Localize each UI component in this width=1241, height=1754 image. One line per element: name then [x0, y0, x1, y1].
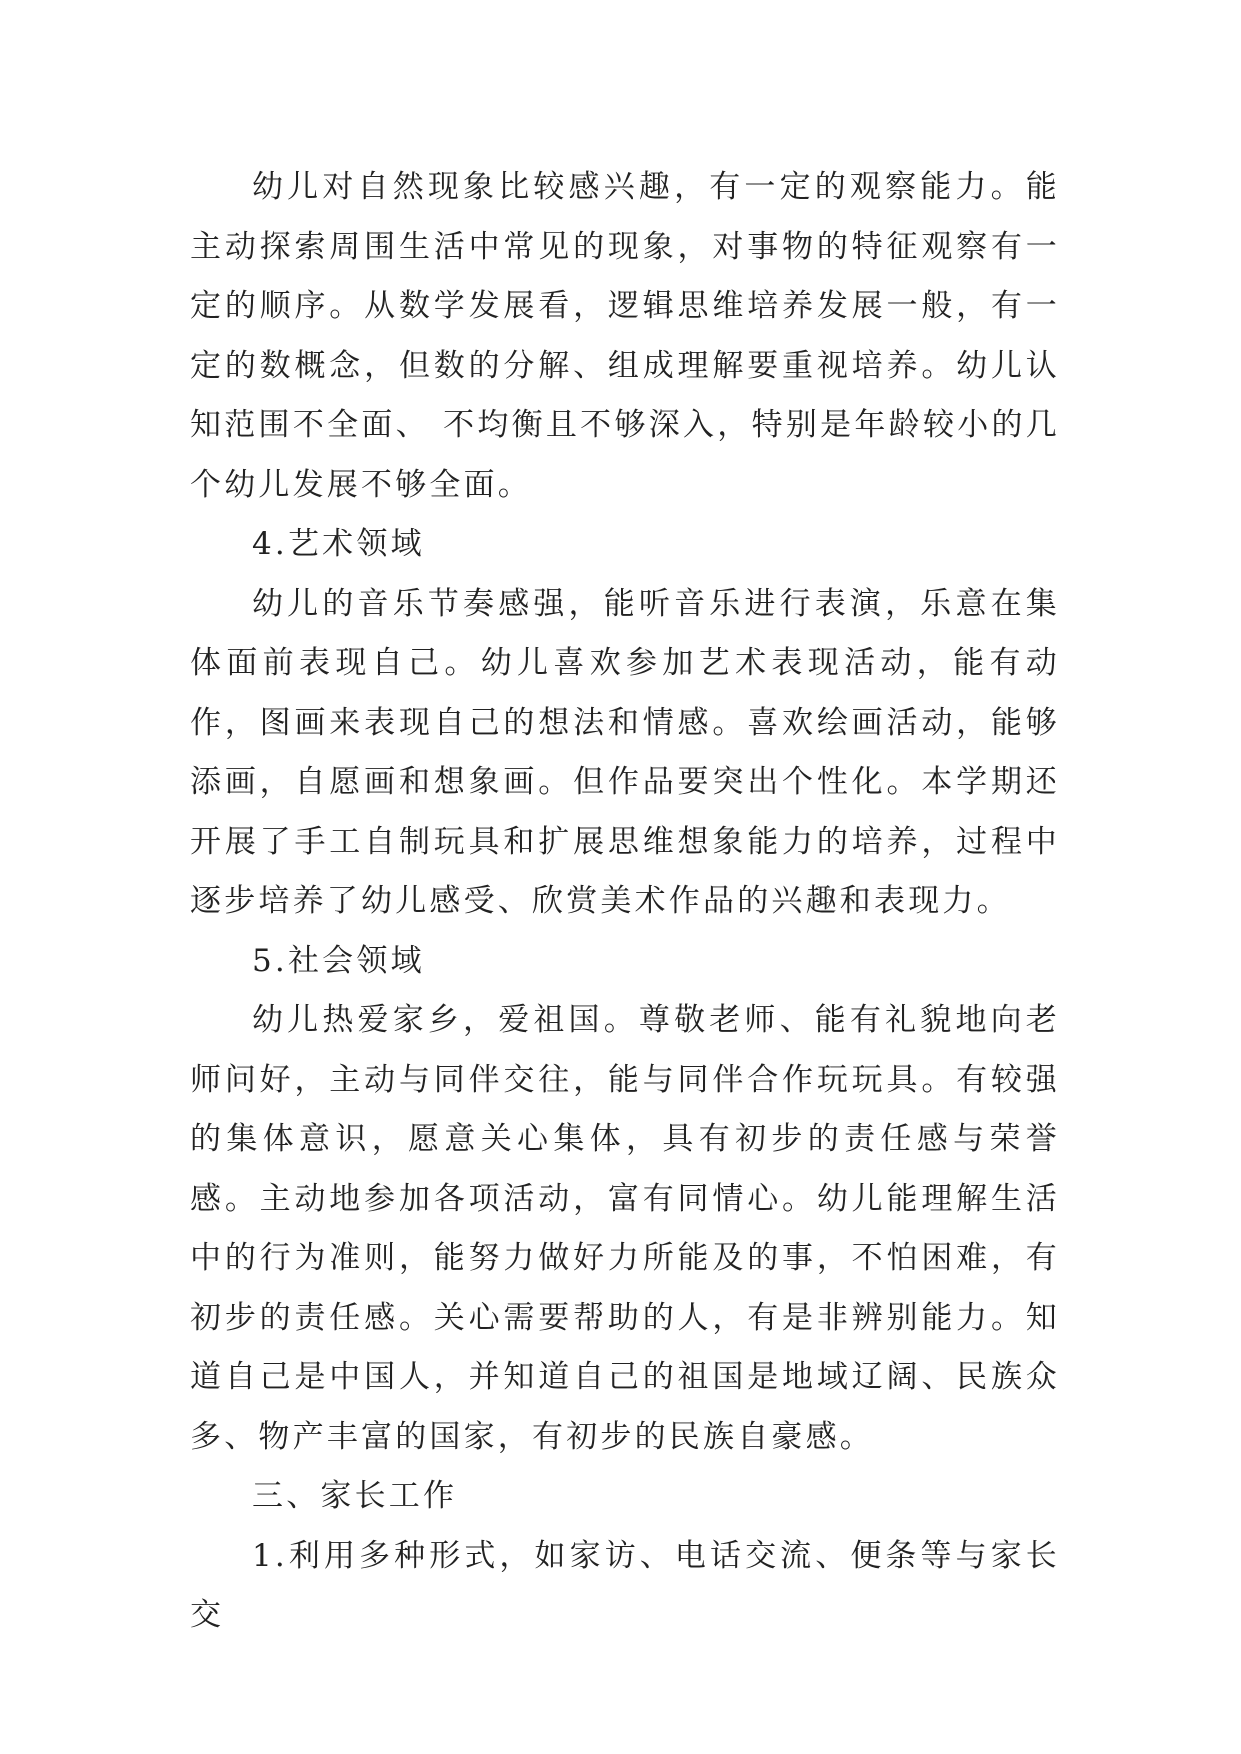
- section-heading-parents: 三、家长工作: [252, 1478, 458, 1514]
- section-heading-social: 5.社会领域: [252, 942, 425, 979]
- paragraph-cognition: 幼儿对自然现象比较感兴趣，有一定的观察能力。能主动探索周围生活中常见的现象，对事物的特征观察有一定的顺序。从数学发展看，逻辑思维培养发展一般，有一定的数概念，但数的分解、组成理解要重视培养。幼儿认知范围不全面、 不均衡且不够深入，特别是年龄较小的几个幼儿发展不够全面。: [190, 169, 1060, 503]
- paragraph-parents-1: 1.利用多种形式，如家访、电话交流、便条等与家长交: [190, 1537, 1060, 1633]
- section-heading-art: 4.艺术领域: [252, 526, 425, 562]
- paragraph-social: 幼儿热爱家乡，爱祖国。尊敬老师、能有礼貌地向老师问好，主动与同伴交往，能与同伴合作玩玩具。有较强的集体意识，愿意关心集体，具有初步的责任感与荣誉感。主动地参加各项活动，富有同情心。幼儿能理解生活中的行为准则，能努力做好力所能及的事，不怕困难，有初步的责任感。关心需要帮助的人，有是非辨别能力。知道自己是中国人，并知道自己的祖国是地域辽阔、民族众多、物产丰富的国家，有初步的民族自豪感。: [190, 1002, 1060, 1455]
- document-body: [190, 158, 1060, 1646]
- paragraph-art: 幼儿的音乐节奏感强，能听音乐进行表演，乐意在集体面前表现自己。幼儿喜欢参加艺术表现活动，能有动作，图画来表现自己的想法和情感。喜欢绘画活动，能够添画，自愿画和想象画。但作品要突出个性化。本学期还开展了手工自制玩具和扩展思维想象能力的培养，过程中逐步培养了幼儿感受、欣赏美术作品的兴趣和表现力。: [190, 585, 1060, 919]
